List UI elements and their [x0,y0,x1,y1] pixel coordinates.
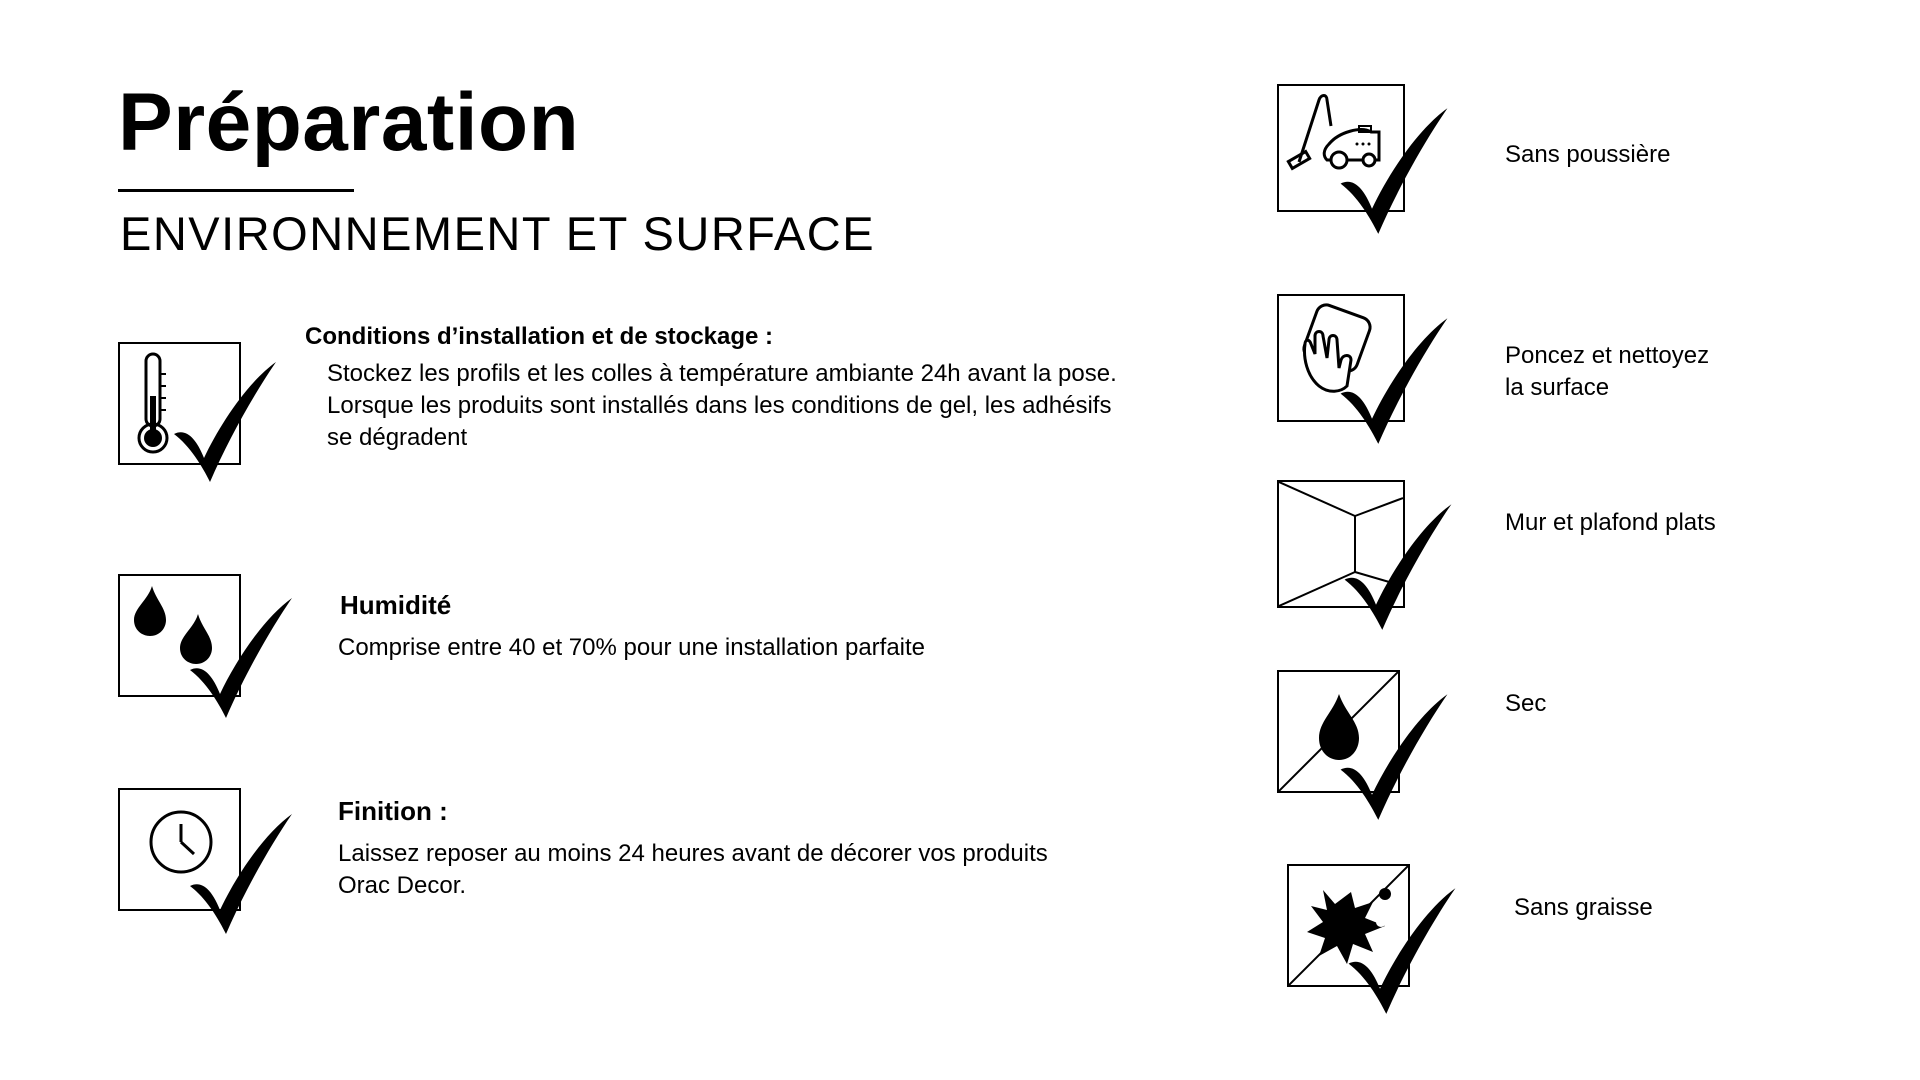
checkmark-icon [1340,500,1456,632]
surface-check-label: Sans graisse [1514,894,1653,921]
section-text: Comprise entre 40 et 70% pour une installation parfaite [338,634,926,661]
title-underline [118,189,354,192]
surface-check-label: Poncez et nettoyez la surface [1505,342,1710,401]
section-heading: Finition : [338,796,448,826]
checkmark-icon [1336,690,1452,822]
section-text: Laissez reposer au moins 24 heures avant de décorer vos produits Orac Decor. [338,840,1048,899]
section-text: Stockez les profils et les colles à température ambiante 24h avant la pose. Lorsque les produits sont installés dans les conditions de gel, les adhésifs se dégradent [327,360,1117,451]
page-subtitle: ENVIRONNEMENT ET SURFACE [120,207,876,260]
surface-check-label: Mur et plafond plats [1505,509,1716,536]
checkmark-icon [170,358,280,484]
page-title: Préparation [118,77,580,168]
section-heading: Humidité [340,590,452,620]
checkmark-icon [1344,884,1460,1016]
checkmark-icon [1336,314,1452,446]
checkmark-icon [1336,104,1452,236]
section-heading: Conditions d’installation et de stockage : [305,323,774,350]
surface-check-label: Sans poussière [1505,141,1671,168]
surface-check-label: Sec [1505,690,1547,717]
checkmark-icon [186,594,296,720]
checkmark-icon [186,810,296,936]
